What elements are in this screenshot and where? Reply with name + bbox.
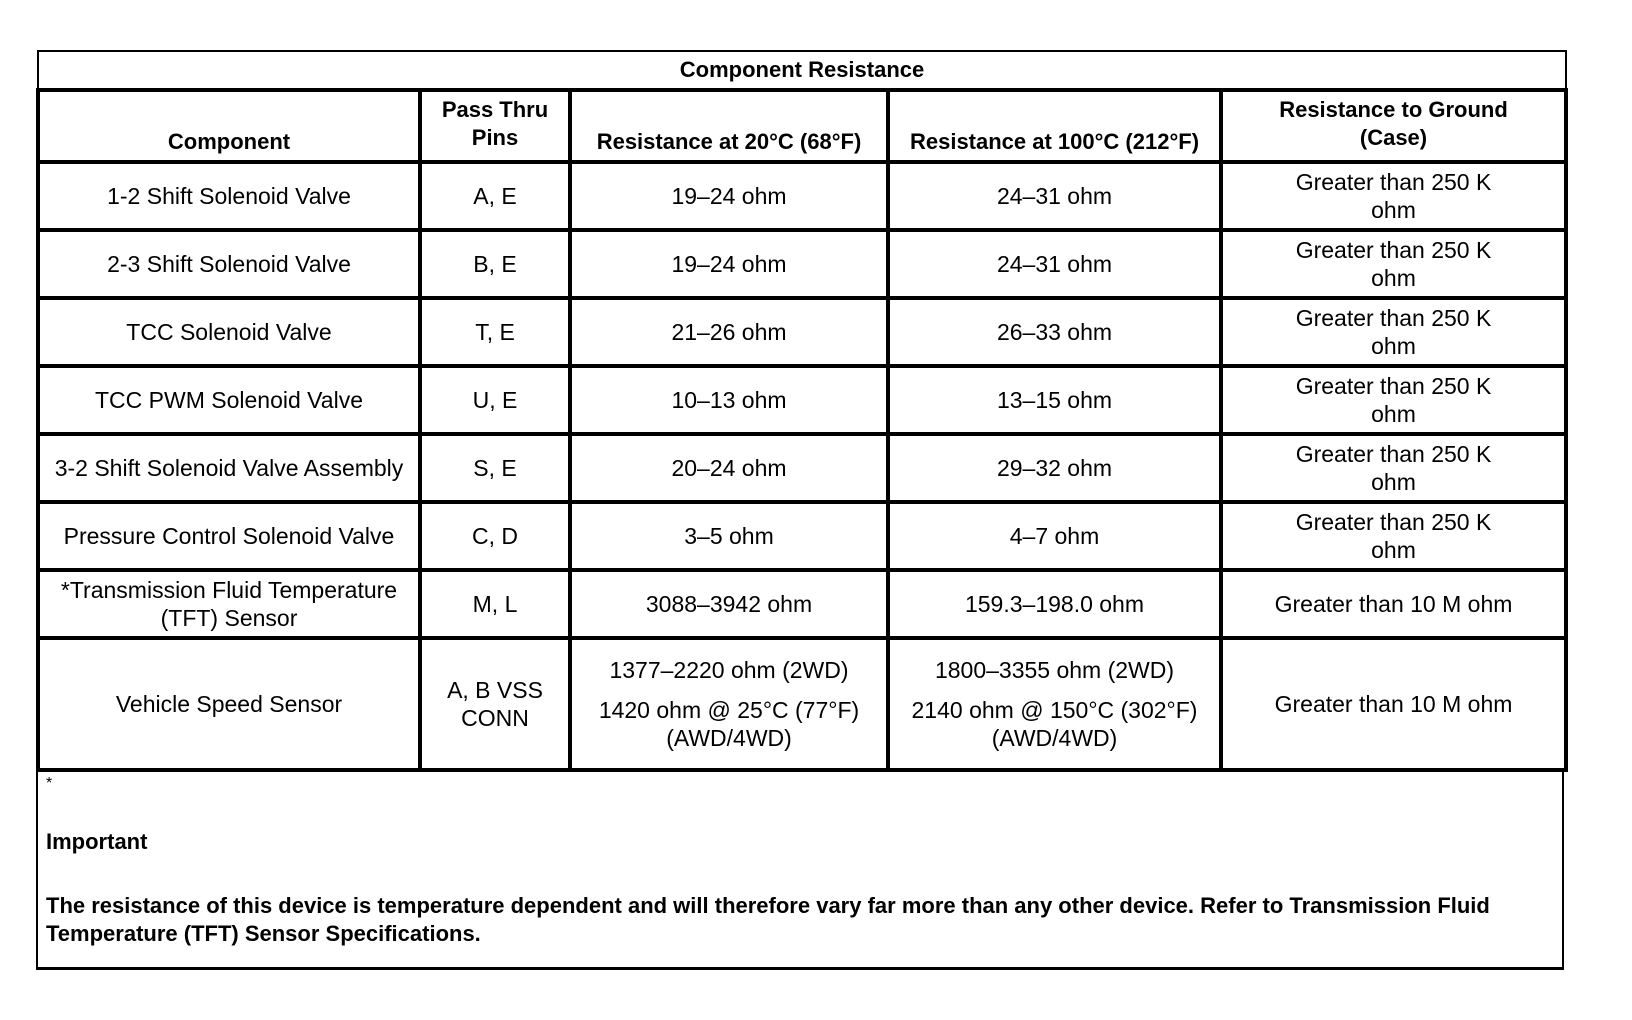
table-title-row — [38, 51, 1566, 90]
res20-line3: (AWD/4WD) — [666, 725, 792, 751]
table-row — [38, 638, 1566, 770]
cell-component: TCC Solenoid Valve — [38, 298, 420, 366]
cell-component: Pressure Control Solenoid Valve — [38, 502, 420, 570]
cell-pins: A, E — [420, 162, 570, 230]
cell-component: 2-3 Shift Solenoid Valve — [38, 230, 420, 298]
cell-component: 1-2 Shift Solenoid Valve — [38, 162, 420, 230]
table-row — [38, 502, 1566, 570]
cell-component: 3-2 Shift Solenoid Valve Assembly — [38, 434, 420, 502]
ground-line1: Greater than 250 K — [1295, 509, 1492, 535]
cell-resistance-ground — [1221, 162, 1566, 230]
ground-line1: Greater than 250 K — [1295, 373, 1492, 399]
ground-line2: ohm — [1371, 537, 1416, 563]
cell-resistance-ground: Greater than 10 M ohm — [1221, 570, 1566, 638]
header-ground-line2: (Case) — [1359, 125, 1428, 150]
cell-resistance-20c: 19–24 ohm — [570, 162, 888, 230]
cell-resistance-100c: 24–31 ohm — [888, 162, 1221, 230]
res20-line1: 1377–2220 ohm (2WD) — [609, 657, 849, 683]
cell-resistance-100c: 26–33 ohm — [888, 298, 1221, 366]
cell-resistance-100c: 24–31 ohm — [888, 230, 1221, 298]
pins-line2: CONN — [461, 705, 529, 731]
cell-pins: B, E — [420, 230, 570, 298]
header-resistance-20c: Resistance at 20°C (68°F) — [570, 90, 888, 162]
cell-resistance-20c: 3–5 ohm — [570, 502, 888, 570]
ground-line1: Greater than 250 K — [1295, 305, 1492, 331]
cell-resistance-ground — [1221, 502, 1566, 570]
cell-resistance-20c: 10–13 ohm — [570, 366, 888, 434]
cell-resistance-20c: 21–26 ohm — [570, 298, 888, 366]
cell-resistance-ground: Greater than 10 M ohm — [1221, 638, 1566, 770]
res100-line2: 2140 ohm @ 150°C (302°F) — [911, 697, 1198, 723]
table-header-row — [38, 90, 1566, 162]
cell-resistance-100c: 13–15 ohm — [888, 366, 1221, 434]
note-heading: Important — [46, 829, 148, 854]
table-row — [38, 570, 1566, 638]
ground-line2: ohm — [1371, 265, 1416, 291]
cell-pins: T, E — [420, 298, 570, 366]
cell-pins: S, E — [420, 434, 570, 502]
table-row — [38, 230, 1566, 298]
component-line2: (TFT) Sensor — [160, 605, 298, 631]
ground-line2: ohm — [1371, 333, 1416, 359]
ground-line2: ohm — [1371, 401, 1416, 427]
header-resistance-to-ground — [1221, 90, 1566, 162]
cell-pins: U, E — [420, 366, 570, 434]
header-ground-line1: Resistance to Ground — [1279, 97, 1508, 122]
cell-pins: C, D — [420, 502, 570, 570]
header-pins — [420, 90, 570, 162]
ground-line2: ohm — [1371, 197, 1416, 223]
ground-line1: Greater than 250 K — [1295, 441, 1492, 467]
table-row — [38, 366, 1566, 434]
note-marker: * — [46, 775, 53, 792]
important-note — [36, 772, 1564, 970]
header-pins-line2: Pins — [471, 125, 519, 150]
cell-component: Vehicle Speed Sensor — [38, 638, 420, 770]
document — [36, 50, 1564, 970]
cell-resistance-ground — [1221, 230, 1566, 298]
component-resistance-table — [36, 50, 1568, 772]
cell-resistance-ground — [1221, 434, 1566, 502]
cell-resistance-ground — [1221, 366, 1566, 434]
table-row — [38, 434, 1566, 502]
note-text: The resistance of this device is temperature dependent and will therefore vary far more than any other device. Refer to Transmission Fluid Temperature (TFT) Sensor Specifications. — [46, 893, 1490, 946]
cell-pins: M, L — [420, 570, 570, 638]
table-row — [38, 298, 1566, 366]
cell-resistance-100c: 4–7 ohm — [888, 502, 1221, 570]
ground-line1: Greater than 250 K — [1295, 237, 1492, 263]
cell-resistance-ground — [1221, 298, 1566, 366]
header-pins-line1: Pass Thru — [441, 97, 549, 122]
table-row — [38, 162, 1566, 230]
cell-component — [38, 570, 420, 638]
cell-resistance-100c: 29–32 ohm — [888, 434, 1221, 502]
cell-component: TCC PWM Solenoid Valve — [38, 366, 420, 434]
component-line1: *Transmission Fluid Temperature — [60, 577, 398, 603]
ground-line2: ohm — [1371, 469, 1416, 495]
ground-line1: Greater than 250 K — [1295, 169, 1492, 195]
cell-resistance-20c — [570, 638, 888, 770]
cell-resistance-20c: 20–24 ohm — [570, 434, 888, 502]
table-title: Component Resistance — [38, 51, 1566, 90]
cell-resistance-20c: 19–24 ohm — [570, 230, 888, 298]
cell-resistance-20c: 3088–3942 ohm — [570, 570, 888, 638]
pins-line1: A, B VSS — [447, 677, 543, 703]
cell-pins — [420, 638, 570, 770]
cell-resistance-100c — [888, 638, 1221, 770]
header-component: Component — [38, 90, 420, 162]
cell-resistance-100c: 159.3–198.0 ohm — [888, 570, 1221, 638]
res20-line2: 1420 ohm @ 25°C (77°F) — [598, 697, 860, 723]
header-resistance-100c: Resistance at 100°C (212°F) — [888, 90, 1221, 162]
res100-line1: 1800–3355 ohm (2WD) — [934, 657, 1175, 683]
res100-line3: (AWD/4WD) — [991, 725, 1118, 751]
